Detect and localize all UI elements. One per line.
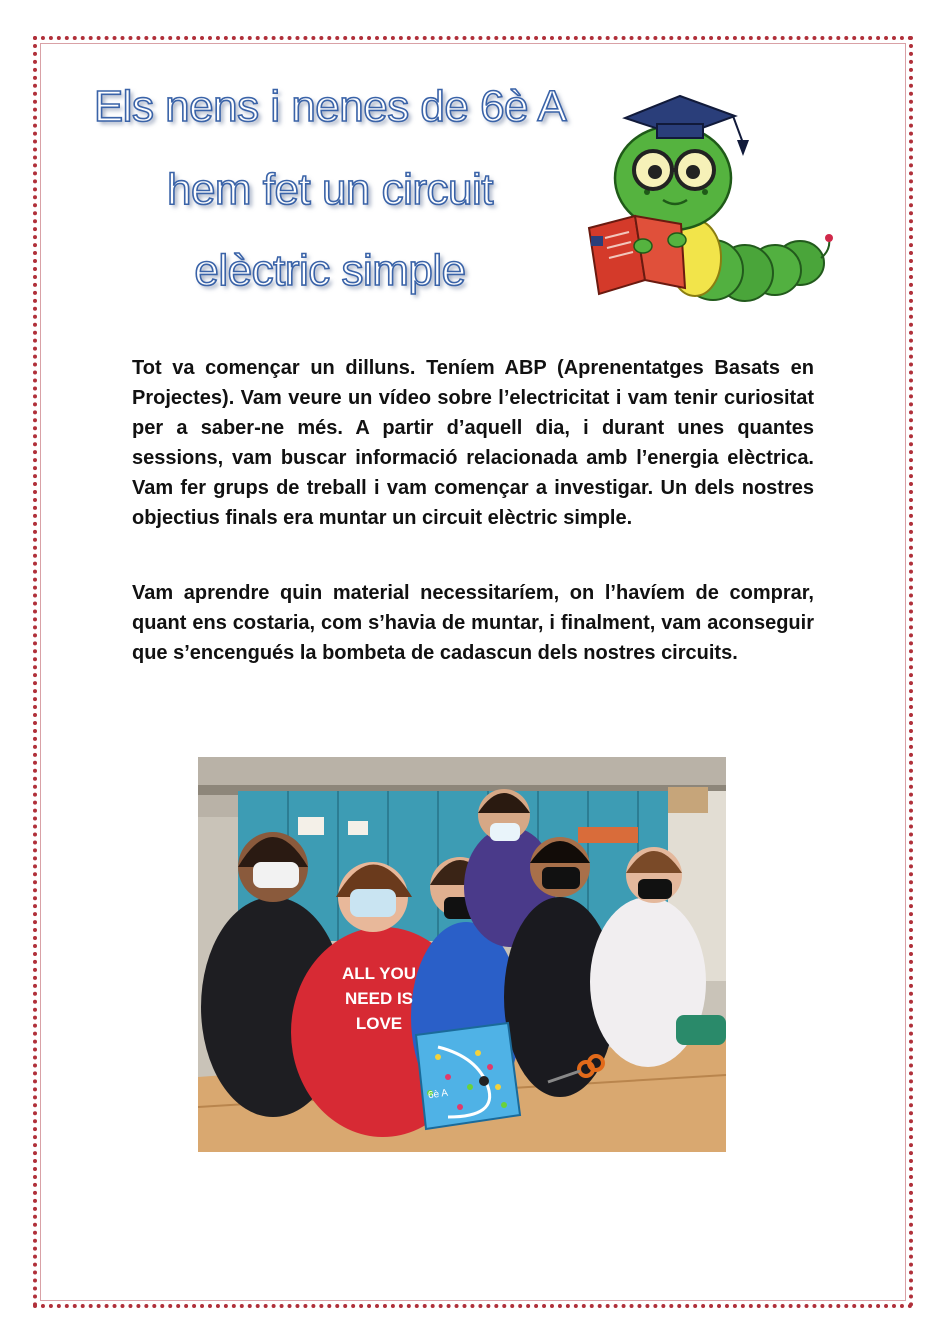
title-line-3: elèctric simple <box>194 246 466 295</box>
intro-paragraph: Tot va començar un dilluns. Teníem ABP (Aprenentatges Basats en Projectes). Vam veure un vídeo sobre l’electricitat i vam tenir curiositat per a saber-ne més. A partir d’aquell dia, i durant unes quantes sessions, vam buscar informació relacionada amb l’energia elèctrica. Vam fer grups de treball i vam començar a investigar. Un dels nostres objectius finals era muntar un circuit elèctric simple. <box>132 357 814 529</box>
shirt-slogan-line: ALL YOU <box>342 964 416 983</box>
class-photo <box>198 757 726 1152</box>
title-line-1: Els nens i nenes de 6è A <box>93 82 567 131</box>
bookworm-mascot-icon <box>585 88 840 306</box>
shirt-slogan-line: NEED IS <box>344 989 414 1008</box>
shirt-slogan <box>334 961 424 1036</box>
shirt-slogan-line: LOVE <box>355 1014 403 1033</box>
board-label: 6è A <box>427 1087 449 1102</box>
title-line-2: hem fet un circuit <box>166 165 494 214</box>
result-paragraph: Vam aprendre quin material necessitaríem, on l’havíem de comprar, quant ens costaria, com s’havia de muntar, i finalment, vam aconseguir que s’encengués la bombeta de cadascun dels nostres circuits. <box>132 582 814 664</box>
